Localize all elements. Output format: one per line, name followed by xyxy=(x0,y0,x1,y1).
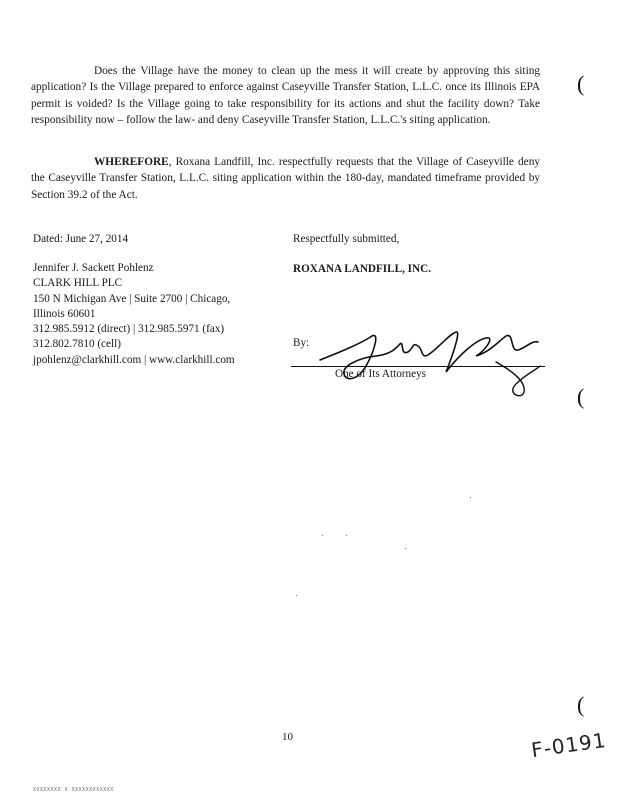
margin-mark: ( xyxy=(577,384,585,409)
scan-speck xyxy=(405,548,406,549)
party-name: ROXANA LANDFILL, INC. xyxy=(293,263,431,275)
scan-speck xyxy=(346,535,347,536)
handwritten-signature xyxy=(300,322,560,402)
margin-mark: ( xyxy=(577,71,585,96)
wherefore-heading: WHEREFORE xyxy=(94,156,169,168)
dated-line: Dated: June 27, 2014 xyxy=(33,233,129,245)
paragraph-wherefore xyxy=(31,154,540,203)
margin-mark: ( xyxy=(577,692,585,717)
phone-numbers: 312.985.5912 (direct) | 312.985.5971 (fax) xyxy=(33,323,225,336)
bates-stamp: F-0191 xyxy=(529,727,608,763)
by-label: By: xyxy=(293,337,310,349)
cell-number: 312.802.7810 (cell) xyxy=(33,338,121,351)
wherefore-text: , Roxana Landfill, Inc. respectfully requests that the Village of Caseyville deny the Caseyville Transfer Station, L.L.C. siting application within the 180-day, mandated timeframe provided by Section 39.2 of the Act. xyxy=(31,156,540,201)
firm-address-line1: 150 N Michigan Ave | Suite 2700 | Chicago, xyxy=(33,292,231,305)
scan-speck xyxy=(296,595,297,596)
email-website: jpohlenz@clarkhill.com | www.clarkhill.com xyxy=(33,353,235,366)
scan-speck xyxy=(470,497,471,498)
respectfully-submitted: Respectfully submitted, xyxy=(293,233,400,245)
firm-name: CLARK HILL PLC xyxy=(33,277,123,290)
footer-code: XXXXXXXX X XXXXXXXXXXXX xyxy=(33,787,114,793)
attorney-name: Jennifer J. Sackett Pohlenz xyxy=(33,262,154,274)
paragraph-village-responsibility: Does the Village have the money to clean up the mess it will create by approving this siting application? Is the Village prepared to enforce against Caseyville Transfer Station, L.L.C. once its Illinois EPA permit is voided? Is the Village going to take responsibility for its actions and shut the facility down? Take responsibility now – follow the law- and deny Caseyville Transfer Station, L.L.C.'s siting application. xyxy=(31,65,540,127)
scan-speck xyxy=(322,535,323,536)
firm-address-line2: Illinois 60601 xyxy=(33,307,96,320)
attorney-contact-block xyxy=(33,261,235,368)
attorneys-caption: One of Its Attorneys xyxy=(335,368,427,380)
page-number: 10 xyxy=(282,731,293,743)
